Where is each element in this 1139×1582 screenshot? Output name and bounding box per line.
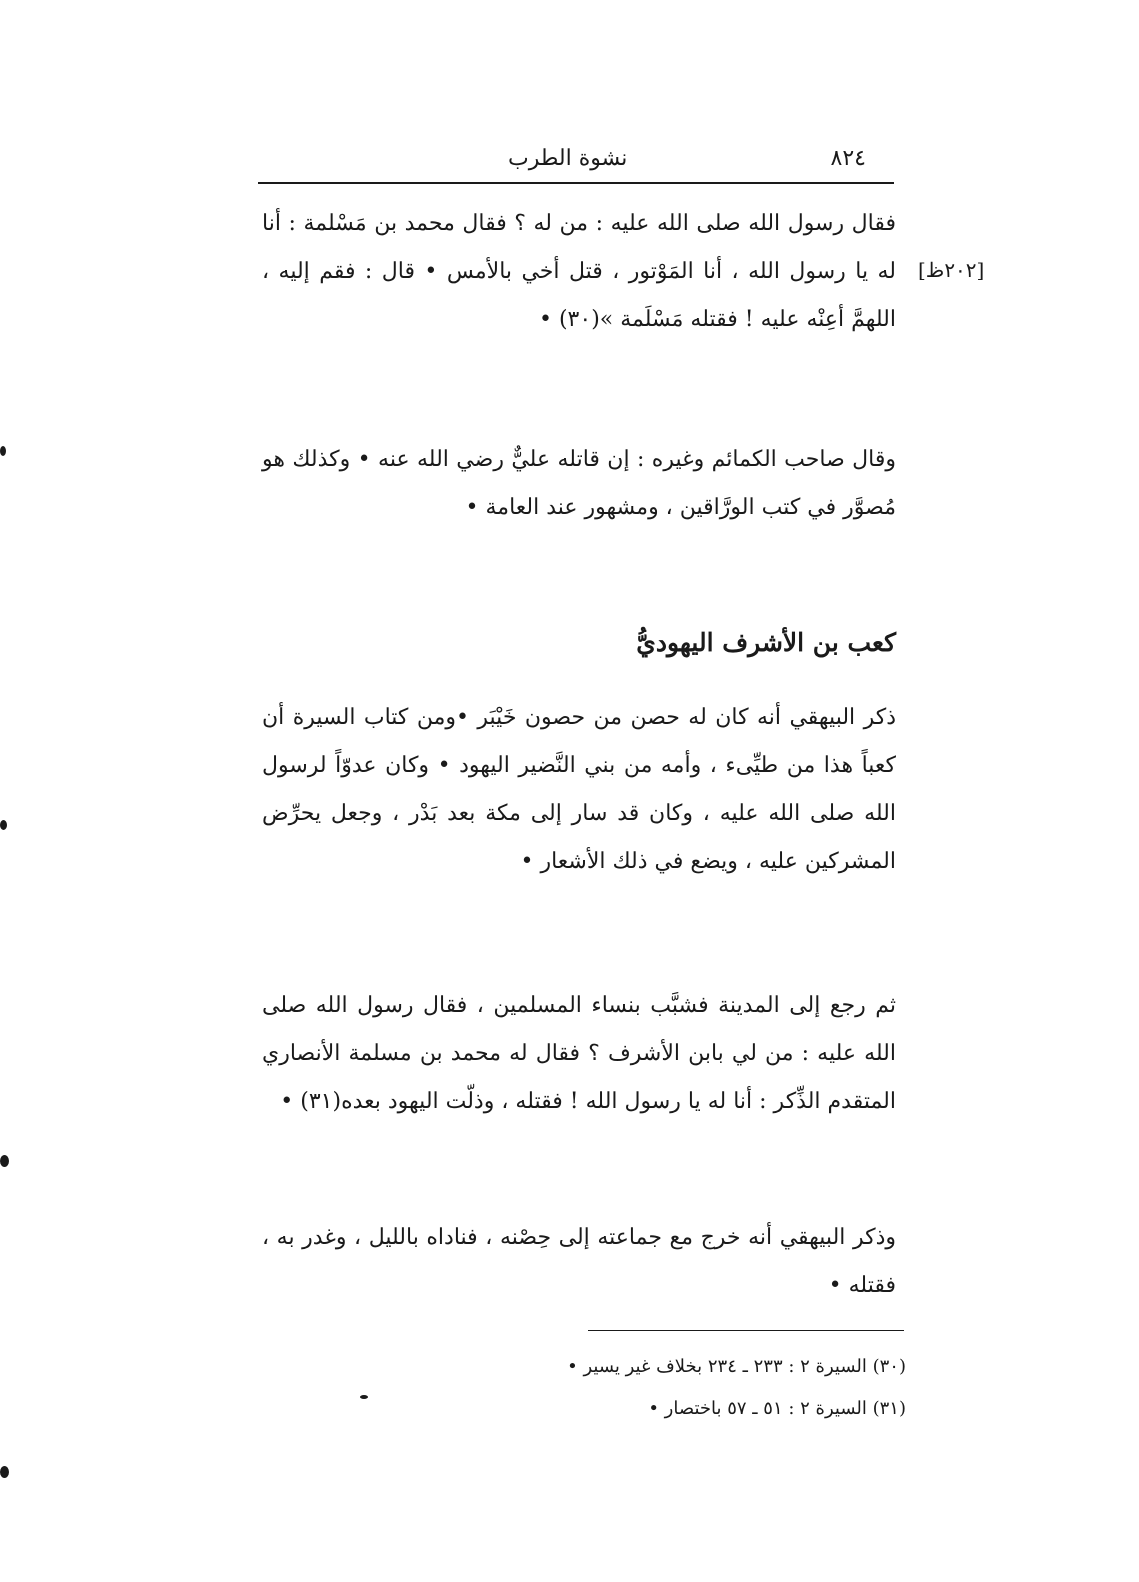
footnote-rule [588, 1330, 904, 1331]
manuscript-folio-note: [٢٠٢ظ] [918, 258, 985, 282]
scan-speck [360, 1395, 368, 1399]
paragraph-3: ذكر البيهقي أنه كان له حصن من حصون خَيْبَر •ومن كتاب السيرة أن كعباً هذا من طيِّىء ، وأمه من بني النَّضير اليهود • وكان عدوّاً لرسول الله صلى الله عليه ، وكان قد سار إلى مكة بعد بَدْر ، وجعل يحرِّض المشركين عليه ، ويضع في ذلك الأشعار • [262, 705, 896, 874]
page-number: ٨٢٤ [830, 146, 866, 171]
section-heading: كعب بن الأشرف اليهوديُّ [636, 628, 896, 657]
footnotes [420, 1346, 906, 1430]
paragraph-4: ثم رجع إلى المدينة فشبَّب بنساء المسلمين ، فقال رسول الله صلى الله عليه : من لي بابن الأشرف ؟ فقال له محمد بن مسلمة الأنصاري المتقدم الذِّكر : أنا له يا رسول الله ! فقتله ، وذلّت اليهود بعده(٣١) • [262, 993, 896, 1114]
scan-speck [0, 820, 7, 830]
footnote-31: (٣١) السيرة ٢ : ٥١ ـ ٥٧ باختصار • [648, 1398, 906, 1419]
paragraph-5: وذكر البيهقي أنه خرج مع جماعته إلى حِصْنه ، فناداه بالليل ، وغدر به ، فقتله • [262, 1225, 896, 1298]
header-rule [258, 182, 894, 184]
paragraph-2: وقال صاحب الكمائم وغيره : إن قاتله عليٌّ رضي الله عنه • وكذلك هو مُصوَّر في كتب الورَّاقين ، ومشهور عند العامة • [262, 447, 896, 520]
footnote-30: (٣٠) السيرة ٢ : ٢٣٣ ـ ٢٣٤ بخلاف غير يسير • [567, 1356, 906, 1377]
running-title: نشوة الطرب [508, 146, 628, 171]
page-header [258, 144, 894, 180]
paragraph-1: فقال رسول الله صلى الله عليه : من له ؟ فقال محمد بن مَسْلمة : أنا له يا رسول الله ، أنا المَوْتور ، قتل أخي بالأمس • قال : فقم إليه ، اللهمَّ أعِنْه عليه ! فقتله مَسْلَمة »(٣٠) • [262, 211, 896, 332]
scan-speck [0, 1155, 9, 1167]
scan-speck [0, 446, 6, 456]
scan-speck [0, 1466, 9, 1478]
